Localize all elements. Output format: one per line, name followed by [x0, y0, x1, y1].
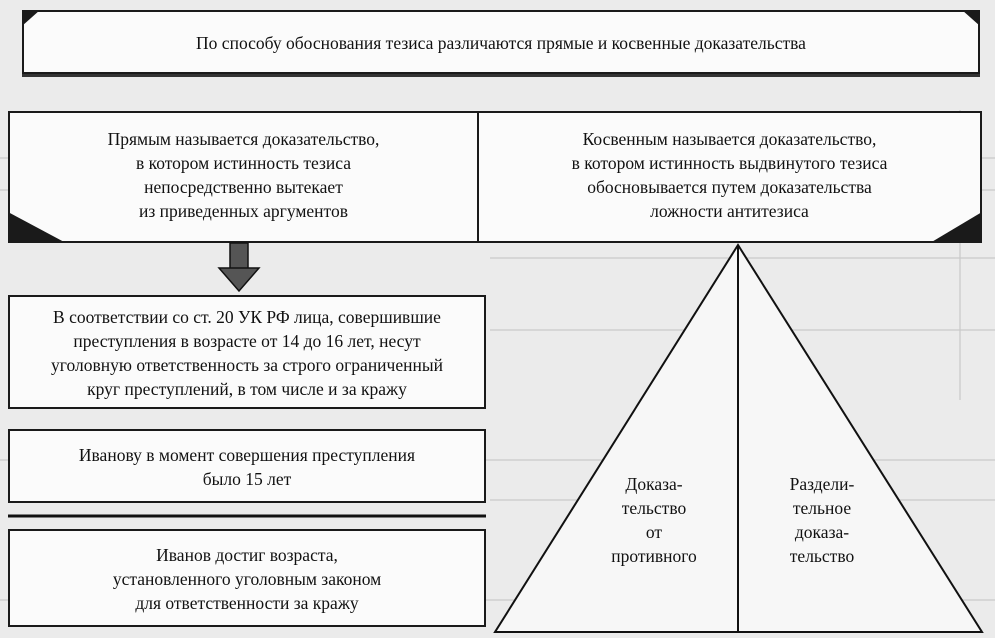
major-premise-line: круг преступлений, в том числе и за кражу: [87, 379, 407, 399]
minor-premise-line: Иванову в момент совершения преступления: [78, 445, 416, 465]
direct-definition-line: Прямым называется доказательство,: [107, 129, 380, 149]
header-text: По способу обоснования тезиса различаются прямые и косвенные доказательства: [196, 33, 806, 53]
direct-definition-line: в котором истинность тезиса: [135, 153, 352, 173]
direct-definition-line: непосредственно вытекает: [144, 177, 343, 197]
disjunctive-proof-line: Раздели-: [789, 474, 855, 494]
direct-definition-line: из приведенных аргументов: [139, 201, 348, 221]
conclusion-text: [8, 543, 486, 615]
major-premise-text: [8, 305, 486, 401]
major-premise-line: преступления в возрасте от 14 до 16 лет, несут: [73, 331, 421, 351]
proof-by-contradiction-line: Доказа-: [625, 474, 683, 494]
indirect-definition-line: ложности антитезиса: [650, 201, 809, 221]
indirect-definition-line: обосновывается путем доказательства: [587, 177, 872, 197]
header-corner-left: [22, 10, 40, 26]
major-premise-line: уголовную ответственность за строго ограниченный: [51, 355, 443, 375]
indirect-definition-line: в котором истинность выдвинутого тезиса: [571, 153, 888, 173]
indirect-definition-text: [477, 127, 982, 223]
disjunctive-proof-line: доказа-: [794, 522, 850, 542]
proof-by-contradiction-line: противного: [611, 546, 697, 566]
direct-definition-text: [8, 127, 479, 223]
conclusion-line: для ответственности за кражу: [135, 593, 359, 613]
proof-by-contradiction-line: от: [645, 522, 663, 542]
proof-by-contradiction-label: [590, 472, 718, 568]
conclusion-line: установленного уголовным законом: [112, 569, 382, 589]
major-premise-line: В соответствии со ст. 20 УК РФ лица, совершившие: [53, 307, 441, 327]
conclusion-line: Иванов достиг возраста,: [156, 545, 338, 565]
disjunctive-proof-line: тельное: [792, 498, 852, 518]
disjunctive-proof-line: тельство: [789, 546, 855, 566]
disjunctive-proof-label: [758, 472, 886, 568]
minor-premise-line: было 15 лет: [202, 469, 292, 489]
minor-premise-text: [8, 443, 486, 491]
indirect-definition-line: Косвенным называется доказательство,: [582, 129, 877, 149]
header-corner-right: [962, 10, 980, 26]
proof-by-contradiction-line: тельство: [621, 498, 687, 518]
down-arrow: [219, 243, 259, 291]
